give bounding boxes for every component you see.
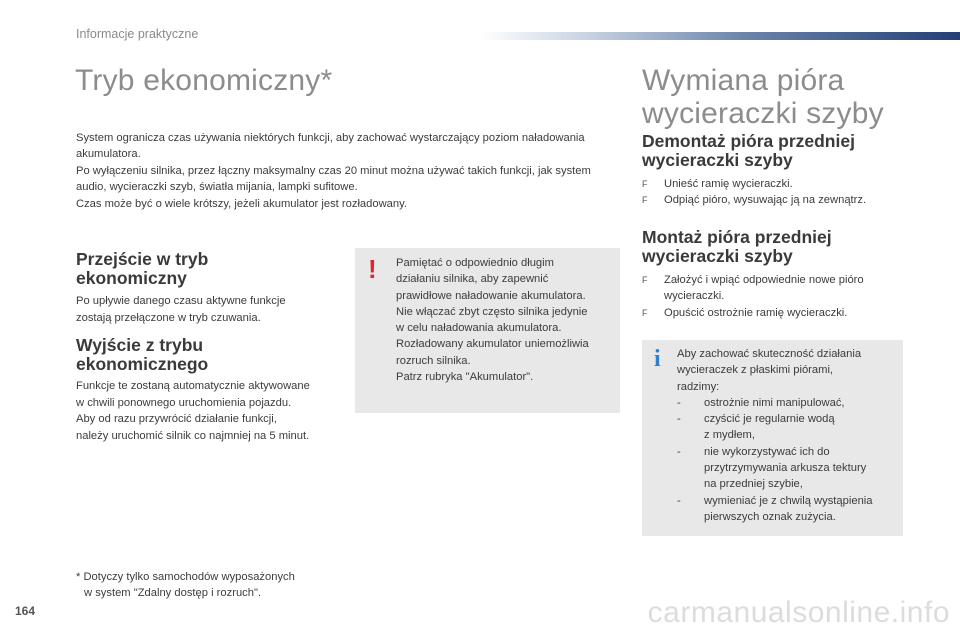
item-text: z mydłem,	[704, 429, 755, 442]
heading-enter-eco-mode	[76, 250, 208, 288]
footnote-line: * Dotyczy tylko samochodów wyposażonych	[76, 571, 295, 583]
exit-eco-mode-text	[76, 378, 351, 444]
info-icon: i	[654, 346, 661, 372]
info-line: Aby zachować skuteczność działania	[677, 348, 862, 360]
bullet-checkbox-icon: F	[642, 179, 648, 189]
info-text	[677, 346, 899, 525]
removal-steps	[642, 176, 942, 209]
dash-bullet: -	[677, 445, 681, 458]
list-item	[642, 305, 942, 321]
heading-line: Demontaż pióra przedniej	[642, 131, 855, 151]
heading-line: Przejście w tryb	[76, 249, 209, 269]
warning-line: rozruch silnika.	[396, 354, 471, 367]
text-line: w chwili ponownego uruchomienia pojazdu.	[76, 396, 292, 409]
bullet-checkbox-icon: F	[642, 195, 648, 206]
bullet-checkbox-icon: F	[642, 307, 648, 318]
text-line: Aby od razu przywrócić działanie funkcji,	[76, 413, 277, 425]
text-line: należy uruchomić silnik co najmniej na 5 minut.	[76, 429, 310, 442]
installation-steps	[642, 272, 942, 321]
list-item	[642, 192, 942, 208]
list-item	[677, 411, 899, 444]
text-line: Funkcje te zostaną automatycznie aktywowane	[76, 380, 310, 392]
heading-line: ekonomiczny	[76, 268, 187, 288]
warning-line: prawidłowe naładowanie akumulatora.	[396, 289, 586, 302]
dash-bullet: -	[677, 494, 681, 507]
warning-line: w celu naładowania akumulatora.	[396, 322, 562, 335]
bullet-checkbox-icon: F	[642, 275, 648, 285]
step-text: wycieraczki.	[664, 290, 725, 303]
title-line: wycieraczki szyby	[642, 97, 884, 130]
heading-installation	[642, 228, 832, 266]
info-line: radzimy:	[677, 380, 720, 393]
intro-paragraph: Czas może być o wiele krótszy, jeżeli akumulator jest rozładowany.	[76, 197, 407, 210]
dash-bullet: -	[677, 413, 681, 426]
heading-exit-eco-mode	[76, 336, 208, 374]
info-line: wycieraczek z płaskimi piórami,	[677, 364, 834, 377]
item-text: ostrożnie nimi manipulować,	[704, 396, 845, 409]
dash-bullet: -	[677, 396, 681, 409]
item-text: nie wykorzystywać ich do	[704, 445, 830, 458]
item-text: na przedniej szybie,	[704, 478, 803, 491]
list-item	[677, 493, 899, 526]
list-item	[677, 444, 899, 493]
warning-line: Rozładowany akumulator uniemożliwia	[396, 338, 589, 351]
intro-paragraph: Po wyłączeniu silnika, przez łączny maksymalny czas 20 minut można używać takich funkcji, jak system audio, wycieraczki szyb, światła mijania, lampki sufitowe.	[76, 164, 591, 194]
enter-eco-mode-text	[76, 293, 346, 326]
section-label: Informacje praktyczne	[76, 27, 199, 41]
header-gradient-bar	[480, 32, 960, 40]
heading-line: wycieraczki szyby	[642, 150, 793, 170]
warning-text	[396, 255, 614, 385]
step-text: Unieść ramię wycieraczki.	[664, 178, 793, 190]
heading-line: Montaż pióra przedniej	[642, 227, 832, 247]
warning-icon: !	[368, 254, 377, 284]
warning-line: Patrz rubryka "Akumulator".	[396, 371, 534, 384]
list-item	[642, 272, 942, 305]
footnote	[76, 569, 356, 602]
item-text: wymieniać je z chwilą wystąpienia	[704, 494, 873, 507]
footnote-line: w system "Zdalny dostęp i rozruch".	[84, 587, 262, 600]
page-number: 164	[15, 604, 36, 618]
heading-removal	[642, 132, 855, 170]
item-text: pierwszych oznak zużycia.	[704, 510, 836, 523]
heading-line: Wyjście z trybu	[76, 335, 204, 355]
step-text: Odpiąć pióro, wysuwając ją na zewnątrz.	[664, 194, 867, 207]
warning-box	[355, 248, 620, 413]
info-box	[642, 340, 903, 536]
warning-line: działaniu silnika, aby zapewnić	[396, 273, 549, 286]
text-line: zostają przełączone w tryb czuwania.	[76, 311, 261, 324]
heading-line: wycieraczki szyby	[642, 246, 793, 266]
list-item	[677, 395, 899, 411]
step-text: Opuścić ostrożnie ramię wycieraczki.	[664, 306, 848, 319]
warning-line: Pamiętać o odpowiednio długim	[396, 257, 554, 269]
page-title-eco-mode: Tryb ekonomiczny*	[75, 64, 333, 97]
item-text: przytrzymywania arkusza tektury	[704, 462, 867, 475]
heading-line: ekonomicznego	[76, 354, 209, 374]
eco-mode-intro	[76, 130, 621, 212]
watermark: carmanualsonline.info	[647, 596, 950, 629]
text-line: Po upływie danego czasu aktywne funkcje	[76, 295, 286, 307]
title-line: Wymiana pióra	[642, 64, 845, 97]
step-text: Założyć i wpiąć odpowiednie nowe pióro	[664, 274, 864, 286]
intro-paragraph: System ogranicza czas używania niektórych funkcji, aby zachować wystarczający poziom naładowania akumulatora.	[76, 132, 585, 161]
page-title-wiper-blade	[642, 64, 942, 130]
item-text: czyścić je regularnie wodą	[704, 413, 835, 426]
list-item	[642, 176, 942, 192]
warning-line: Nie włączać zbyt często silnika jedynie	[396, 305, 588, 318]
